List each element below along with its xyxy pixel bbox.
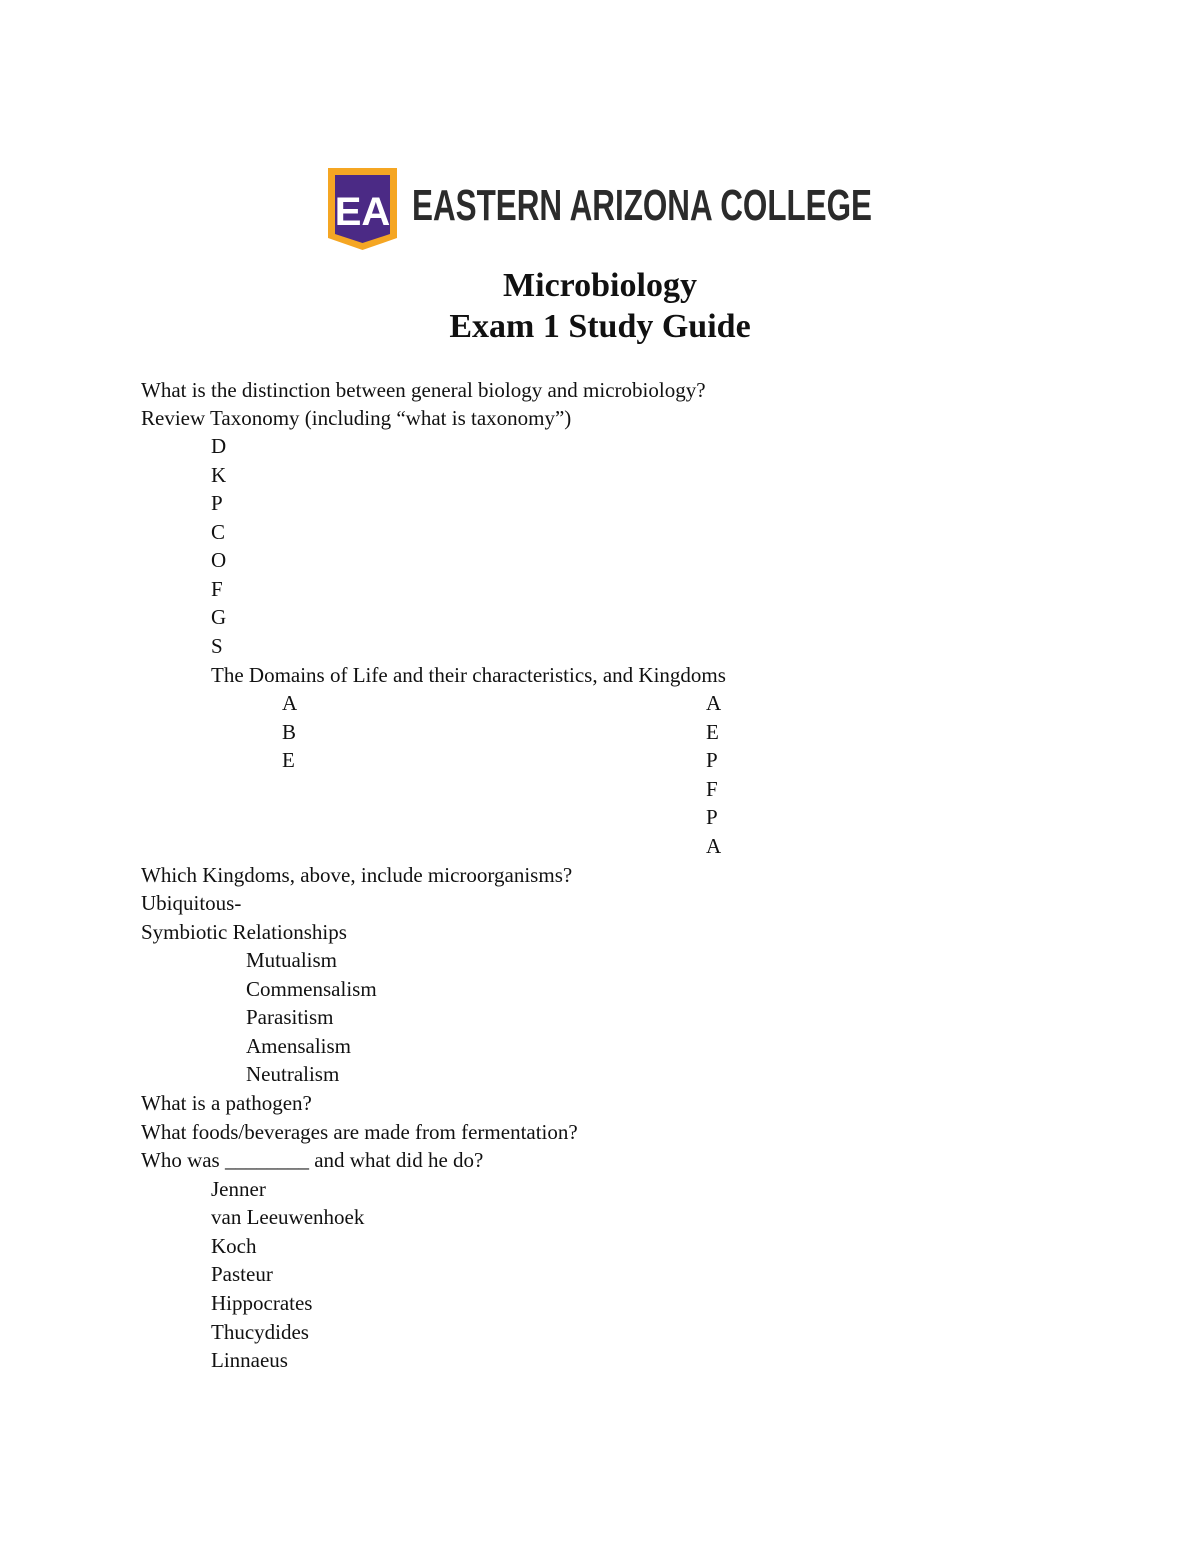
- kingdom-letter: F: [706, 777, 718, 801]
- relationship-item: Amensalism: [246, 1034, 351, 1058]
- kingdom-letter: E: [706, 720, 719, 744]
- scientist-item: Koch: [211, 1234, 257, 1258]
- question-distinction: What is the distinction between general biology and microbiology?: [141, 378, 706, 402]
- kingdom-letter: A: [706, 834, 722, 858]
- taxonomy-letter: K: [211, 463, 227, 487]
- kingdom-letter: P: [706, 805, 718, 829]
- kingdom-letter: P: [706, 748, 718, 772]
- relationship-item: Parasitism: [246, 1005, 334, 1029]
- question-fermentation: What foods/beverages are made from fermentation?: [141, 1120, 578, 1144]
- scientist-item: Hippocrates: [211, 1291, 313, 1315]
- taxonomy-letter: C: [211, 520, 226, 544]
- domain-letter: B: [282, 720, 297, 744]
- taxonomy-letter: S: [211, 634, 223, 658]
- term-ubiquitous: Ubiquitous-: [141, 891, 242, 915]
- domain-letter: A: [282, 691, 298, 715]
- scientist-item: Linnaeus: [211, 1348, 288, 1372]
- symbiotic-heading: Symbiotic Relationships: [141, 920, 347, 944]
- domains-heading: The Domains of Life and their characteristics, and Kingdoms: [211, 663, 726, 687]
- kingdom-letter: A: [706, 691, 722, 715]
- course-title: Microbiology: [503, 267, 697, 304]
- college-logo: [328, 168, 888, 250]
- taxonomy-letter: O: [211, 548, 227, 572]
- taxonomy-letter: F: [211, 577, 223, 601]
- domain-letter: E: [282, 748, 295, 772]
- taxonomy-letter: P: [211, 491, 223, 515]
- college-logo-graphic: [328, 168, 888, 250]
- scientist-item: Jenner: [211, 1177, 266, 1201]
- logo-monogram: EA: [334, 190, 391, 234]
- scientist-item: van Leeuwenhoek: [211, 1205, 365, 1229]
- question-taxonomy: Review Taxonomy (including “what is taxonomy”): [141, 406, 572, 430]
- question-kingdoms-micro: Which Kingdoms, above, include microorganisms?: [141, 863, 573, 887]
- logo-college-name: EASTERN ARIZONA COLLEGE: [412, 181, 872, 230]
- taxonomy-letter: G: [211, 605, 227, 629]
- relationship-item: Neutralism: [246, 1062, 340, 1086]
- question-who-was: Who was ________ and what did he do?: [141, 1148, 484, 1172]
- taxonomy-letter: D: [211, 434, 227, 458]
- relationship-item: Commensalism: [246, 977, 377, 1001]
- question-pathogen: What is a pathogen?: [141, 1091, 312, 1115]
- scientist-item: Pasteur: [211, 1262, 273, 1286]
- scientist-item: Thucydides: [211, 1320, 309, 1344]
- exam-title: Exam 1 Study Guide: [449, 308, 751, 345]
- relationship-item: Mutualism: [246, 948, 338, 972]
